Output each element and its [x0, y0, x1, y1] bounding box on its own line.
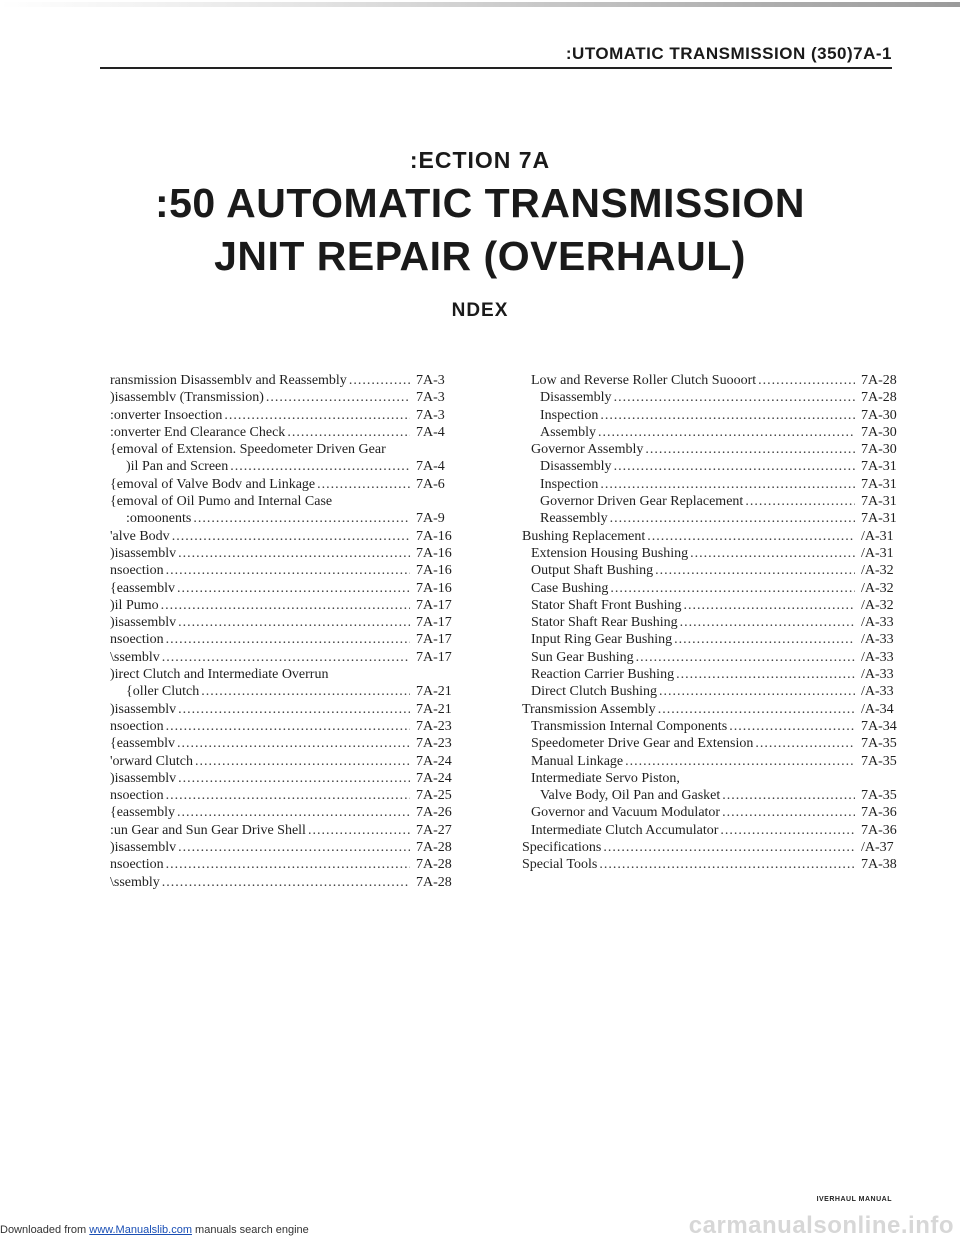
- dot-leader: [178, 614, 410, 631]
- index-entry: [522, 683, 905, 700]
- index-entry: [110, 389, 460, 406]
- index-entry-label: )isassemblv: [110, 615, 177, 631]
- index-entry-label: Direct Clutch Bushing: [531, 684, 657, 700]
- index-entry-label: )isassemblv: [110, 545, 177, 561]
- index-entry: [110, 372, 460, 389]
- index-entry: [110, 476, 460, 493]
- dot-leader: [178, 770, 410, 787]
- index-entry: [110, 666, 460, 683]
- header-title: :UTOMATIC TRANSMISSION (350)7A-1: [565, 44, 892, 63]
- index-entry: [110, 528, 460, 545]
- index-entry-label: nsoection: [110, 718, 164, 734]
- index-entry-page: /A-31: [861, 528, 894, 544]
- index-entry: [522, 701, 905, 718]
- index-entry-label: :onverter Insoection: [110, 407, 223, 423]
- index-entry-label: {emoval of Extension. Speedometer Driven Gear: [110, 442, 386, 458]
- index-entry: [522, 614, 905, 631]
- index-entry: [110, 735, 460, 752]
- index-entry-page: 7A-28: [416, 874, 452, 890]
- index-column-left: [110, 372, 460, 891]
- page-header: [100, 44, 892, 72]
- dot-leader: [166, 562, 410, 579]
- dot-leader: [599, 856, 855, 873]
- index-entry-page: 7A-9: [416, 511, 445, 527]
- index-entry-label: Reassembly: [540, 511, 608, 527]
- index-entry-page: /A-32: [861, 563, 894, 579]
- dot-leader: [755, 735, 855, 752]
- dot-leader: [162, 649, 410, 666]
- index-entry-label: Transmission Assembly: [522, 701, 656, 717]
- index-entry: [522, 839, 905, 856]
- index-entry-label: Case Bushing: [531, 580, 609, 596]
- index-entry-page: /A-34: [861, 701, 894, 717]
- index-entry-label: 'alve Bodv: [110, 528, 170, 544]
- index-entry-label: )il Pan and Screen: [126, 459, 229, 475]
- index-entry: [110, 441, 460, 458]
- index-entry: [110, 562, 460, 579]
- index-entry-label: nsoection: [110, 857, 164, 873]
- dot-leader: [614, 389, 855, 406]
- index-entry: [110, 597, 460, 614]
- index-entry-page: 7A-16: [416, 563, 452, 579]
- dot-leader: [600, 407, 855, 424]
- index-entry-page: 7A-27: [416, 822, 452, 838]
- index-entry: [110, 839, 460, 856]
- dot-leader: [166, 718, 410, 735]
- index-entry-page: 7A-17: [416, 615, 452, 631]
- manualslib-link[interactable]: www.Manualslib.com: [89, 1224, 192, 1236]
- index-entry-page: 7A-35: [861, 753, 897, 769]
- dot-leader: [722, 804, 855, 821]
- index-entry: [110, 787, 460, 804]
- index-entry: [522, 597, 905, 614]
- index-entry: [110, 614, 460, 631]
- dot-leader: [193, 510, 410, 527]
- top-edge-shading: [0, 2, 960, 7]
- index-entry: [522, 666, 905, 683]
- index-entry-label: )irect Clutch and Intermediate Overrun: [110, 667, 329, 683]
- dot-leader: [178, 701, 410, 718]
- index-entry-label: Intermediate Clutch Accumulator: [531, 822, 719, 838]
- index-entry-label: nsoection: [110, 788, 164, 804]
- index-entry-label: :onverter End Clearance Check: [110, 424, 286, 440]
- index-entry-page: 7A-3: [416, 390, 445, 406]
- index-entry: [110, 407, 460, 424]
- dot-leader: [266, 389, 410, 406]
- index-entry-page: 7A-17: [416, 649, 452, 665]
- index-entry-label: Governor and Vacuum Modulator: [531, 805, 721, 821]
- index-entry: [522, 649, 905, 666]
- dot-leader: [659, 683, 855, 700]
- dot-leader: [178, 545, 410, 562]
- index-entry-page: 7A-36: [861, 805, 897, 821]
- index-entry-page: /A-31: [861, 545, 894, 561]
- dot-leader: [349, 372, 410, 389]
- index-entry-page: 7A-4: [416, 424, 445, 440]
- index-entry-page: 7A-35: [861, 736, 897, 752]
- index-entry-label: {eassembly: [110, 805, 176, 821]
- index-entry-label: Valve Body, Oil Pan and Gasket: [540, 788, 721, 804]
- index-entry-page: /A-33: [861, 632, 894, 648]
- index-entry-label: :omoonents: [126, 511, 192, 527]
- index-entry-page: 7A-35: [861, 788, 897, 804]
- dot-leader: [161, 597, 410, 614]
- index-entry: [110, 701, 460, 718]
- dot-leader: [600, 476, 855, 493]
- index-entry-label: Sun Gear Bushing: [531, 649, 634, 665]
- index-entry-page: 7A-25: [416, 788, 452, 804]
- index-entry: [110, 683, 460, 700]
- index-entry-label: Stator Shaft Rear Bushing: [531, 615, 678, 631]
- index-entry: [522, 424, 905, 441]
- index-entry-page: 7A-23: [416, 736, 452, 752]
- index-entry: [522, 822, 905, 839]
- index-entry-label: ransmission Disassemblv and Reassembly: [110, 373, 347, 388]
- index-entry-label: Assembly: [540, 424, 596, 440]
- dot-leader: [195, 753, 410, 770]
- index-entry: [522, 528, 905, 545]
- index-entry-page: 7A-31: [861, 511, 897, 527]
- index-entry-page: 7A-17: [416, 632, 452, 648]
- index-entry-label: Intermediate Servo Piston,: [531, 770, 680, 786]
- index-entry: [522, 476, 905, 493]
- index-entry: [110, 718, 460, 735]
- index-entry-label: Reaction Carrier Bushing: [531, 667, 675, 683]
- site-watermark: carmanualsonline.info: [688, 1212, 954, 1239]
- index-entry-label: Governor Assembly: [531, 442, 644, 458]
- index-entry-label: Transmission Internal Components: [531, 718, 728, 734]
- dot-leader: [201, 683, 410, 700]
- index-entry-page: 7A-30: [861, 424, 897, 440]
- index-entry-label: )isassemblv: [110, 701, 177, 717]
- index-entry-page: 7A-28: [416, 857, 452, 873]
- index-entry-page: 7A-30: [861, 407, 897, 423]
- dot-leader: [680, 614, 855, 631]
- index-entry: [110, 770, 460, 787]
- index-entry-page: 7A-3: [416, 373, 445, 388]
- dot-leader: [166, 856, 410, 873]
- index-entry-label: Low and Reverse Roller Clutch Suooort: [531, 373, 757, 388]
- dot-leader: [162, 874, 410, 891]
- index-entry: [110, 649, 460, 666]
- dot-leader: [636, 649, 855, 666]
- index-entry: [522, 804, 905, 821]
- index-entry-page: 7A-16: [416, 545, 452, 561]
- index-entry-label: Bushing Replacement: [522, 528, 646, 544]
- index-entry-label: Special Tools: [522, 857, 598, 873]
- watermark-prefix: Downloaded from: [0, 1224, 87, 1236]
- dot-leader: [690, 545, 855, 562]
- dot-leader: [720, 822, 855, 839]
- index-entry: [110, 822, 460, 839]
- dot-leader: [610, 510, 855, 527]
- index-entry-page: 7A-36: [861, 822, 897, 838]
- index-entry-label: Inspection: [540, 407, 599, 423]
- section-label: :ECTION 7A: [409, 147, 551, 173]
- dot-leader: [308, 822, 410, 839]
- dot-leader: [674, 631, 855, 648]
- dot-leader: [177, 735, 410, 752]
- index-entry-page: 7A-28: [861, 373, 897, 388]
- index-entry-page: /A-33: [861, 667, 894, 683]
- index-entry-label: Governor Driven Gear Replacement: [540, 494, 744, 510]
- index-entry: [110, 580, 460, 597]
- index-entry: [522, 510, 905, 527]
- watermark-suffix: manuals search engine: [195, 1224, 309, 1236]
- dot-leader: [230, 458, 410, 475]
- index-entry: [110, 856, 460, 873]
- dot-leader: [655, 562, 855, 579]
- index-entry-label: Disassembly: [540, 459, 612, 475]
- index-entry: [522, 735, 905, 752]
- index-entry-page: /A-33: [861, 684, 894, 700]
- index-entry: [522, 856, 905, 873]
- index-entry: [522, 458, 905, 475]
- index-entry: [110, 631, 460, 648]
- index-entry-page: 7A-28: [861, 390, 897, 406]
- index-entry: [110, 510, 460, 527]
- index-entry: [522, 372, 905, 389]
- index-entry-label: Input Ring Gear Bushing: [531, 632, 673, 648]
- index-entry-page: 7A-28: [416, 840, 452, 856]
- dot-leader: [224, 407, 410, 424]
- index-entry-label: )isassemblv: [110, 770, 177, 786]
- index-entry-page: 7A-16: [416, 580, 452, 596]
- index-entry-label: Stator Shaft Front Bushing: [531, 597, 682, 613]
- index-entry-label: Extension Housing Bushing: [531, 545, 689, 561]
- page-title-line-1: :50 AUTOMATIC TRANSMISSION: [154, 180, 806, 226]
- index-entry-page: 7A-21: [416, 701, 452, 717]
- index-entry-label: )isassemblv: [110, 840, 177, 856]
- index-entry: [522, 718, 905, 735]
- dot-leader: [758, 372, 855, 389]
- index-entry-page: /A-32: [861, 580, 894, 596]
- index-entry: [522, 389, 905, 406]
- index-entry: [110, 493, 460, 510]
- dot-leader: [722, 787, 855, 804]
- index-entry-label: Inspection: [540, 476, 599, 492]
- index-entry-page: 7A-23: [416, 718, 452, 734]
- index-entry-label: \ssemblv: [110, 649, 160, 665]
- dot-leader: [166, 787, 410, 804]
- index-entry: [522, 407, 905, 424]
- index-entry-page: 7A-34: [861, 718, 897, 734]
- index-entry: [110, 424, 460, 441]
- dot-leader: [610, 580, 855, 597]
- dot-leader: [166, 631, 410, 648]
- dot-leader: [676, 666, 855, 683]
- index-entry-page: 7A-31: [861, 459, 897, 475]
- index-entry-label: )il Pumo: [110, 597, 159, 613]
- index-entry-label: {emoval of Oil Pumo and Internal Case: [110, 494, 333, 510]
- index-entry: [110, 545, 460, 562]
- dot-leader: [603, 839, 855, 856]
- dot-leader: [598, 424, 855, 441]
- index-entry: [522, 753, 905, 770]
- page-title-line-2: JNIT REPAIR (OVERHAUL): [214, 233, 746, 279]
- index-entry: [110, 874, 460, 891]
- index-entry-page: 7A-16: [416, 528, 452, 544]
- index-entry-label: 'orward Clutch: [110, 753, 194, 769]
- dot-leader: [177, 580, 410, 597]
- index-entry-page: 7A-31: [861, 476, 897, 492]
- index-entry-page: 7A-24: [416, 770, 452, 786]
- index-entry: [522, 787, 905, 804]
- index-entry-page: /A-32: [861, 597, 894, 613]
- dot-leader: [287, 424, 410, 441]
- index-entry-label: {eassemblv: [110, 580, 176, 596]
- index-entry-label: )isassemblv (Transmission): [110, 390, 264, 406]
- index-entry: [110, 804, 460, 821]
- index-entry-page: 7A-6: [416, 476, 445, 492]
- index-entry-label: Output Shaft Bushing: [531, 563, 654, 579]
- index-entry: [522, 562, 905, 579]
- dot-leader: [177, 804, 410, 821]
- dot-leader: [658, 701, 855, 718]
- index-entry-page: 7A-4: [416, 459, 445, 475]
- index-entry: [522, 545, 905, 562]
- download-watermark: [0, 1224, 309, 1236]
- dot-leader: [745, 493, 855, 510]
- dot-leader: [684, 597, 855, 614]
- dot-leader: [178, 839, 410, 856]
- dot-leader: [645, 441, 855, 458]
- index-entry-label: Speedometer Drive Gear and Extension: [531, 736, 754, 752]
- index-entry-page: 7A-3: [416, 407, 445, 423]
- index-entry-page: 7A-24: [416, 753, 452, 769]
- index-entry-page: 7A-30: [861, 442, 897, 458]
- index-entry-label: {eassemblv: [110, 736, 176, 752]
- index-entry-label: nsoection: [110, 632, 164, 648]
- index-entry-label: {emoval of Valve Bodv and Linkage: [110, 476, 316, 492]
- dot-leader: [614, 458, 855, 475]
- index-entry-page: 7A-17: [416, 597, 452, 613]
- index-entry: [522, 493, 905, 510]
- index-entry-page: 7A-21: [416, 684, 452, 700]
- index-entry-page: 7A-31: [861, 494, 897, 510]
- index-entry-page: /A-33: [861, 615, 894, 631]
- footer-label: IVERHAUL MANUAL: [816, 1196, 892, 1203]
- index-entry: [110, 458, 460, 475]
- index-entry-label: Manual Linkage: [531, 753, 624, 769]
- index-entry: [522, 770, 905, 787]
- dot-leader: [625, 753, 855, 770]
- index-entry-label: Specifications: [522, 840, 602, 856]
- index-entry: [522, 441, 905, 458]
- dot-leader: [172, 528, 410, 545]
- index-entry-page: /A-37: [861, 840, 894, 856]
- header-rule: [100, 67, 892, 69]
- index-entry-label: {oller Clutch: [126, 684, 200, 700]
- index-entry: [110, 753, 460, 770]
- index-entry-page: 7A-26: [416, 805, 452, 821]
- index-column-right: [522, 372, 905, 874]
- index-entry-label: Disassembly: [540, 390, 612, 406]
- index-entry-page: 7A-38: [861, 857, 897, 873]
- index-entry-label: nsoection: [110, 563, 164, 579]
- dot-leader: [729, 718, 855, 735]
- index-entry-page: /A-33: [861, 649, 894, 665]
- index-entry: [522, 580, 905, 597]
- index-entry: [522, 631, 905, 648]
- dot-leader: [317, 476, 410, 493]
- dot-leader: [647, 528, 855, 545]
- index-heading: NDEX: [451, 300, 509, 321]
- index-entry-label: :un Gear and Sun Gear Drive Shell: [110, 822, 306, 838]
- index-entry-label: \ssembly: [110, 874, 160, 890]
